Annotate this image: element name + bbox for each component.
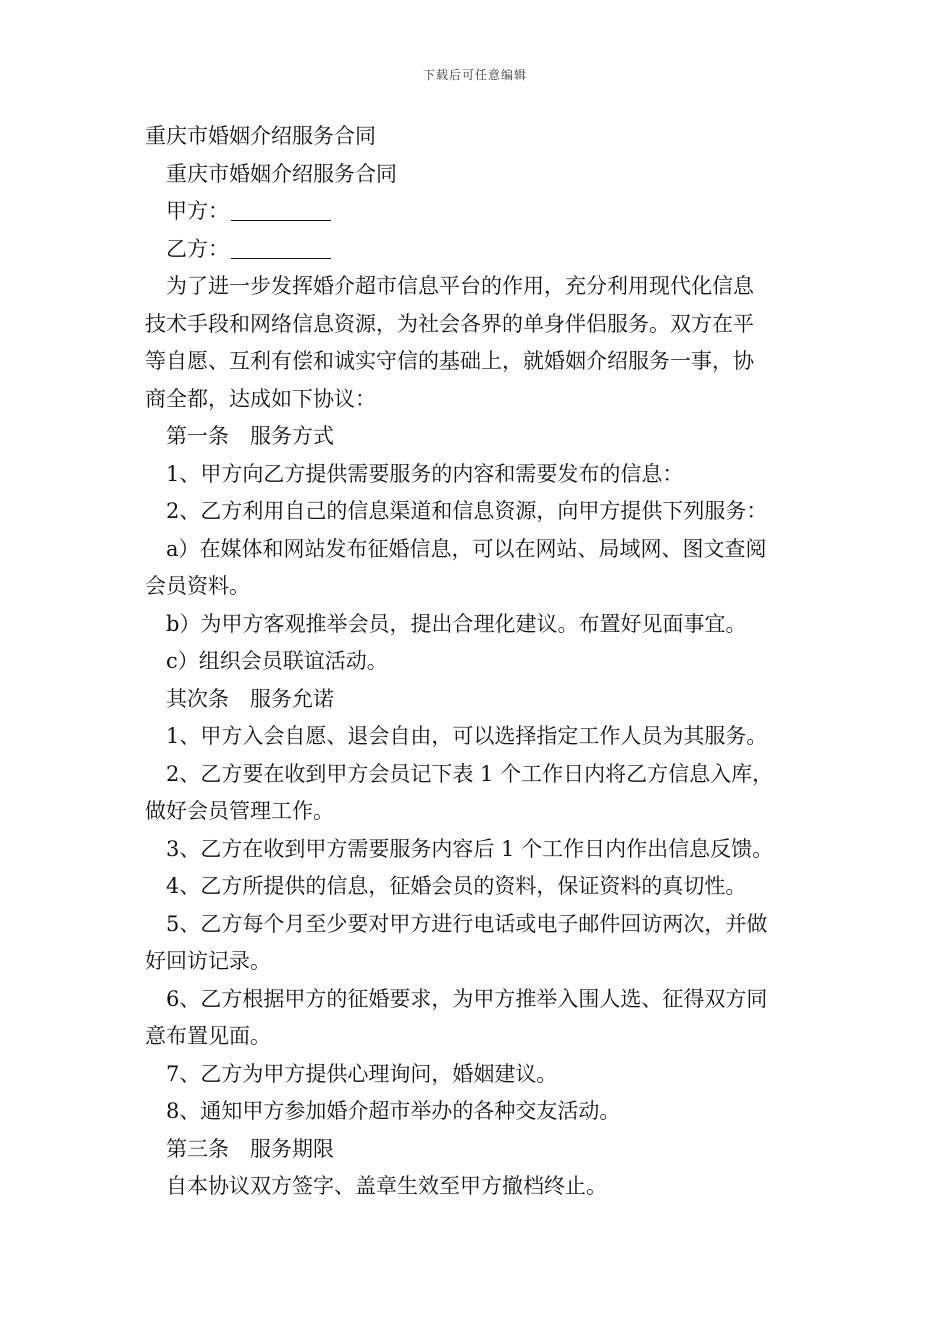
article-1-sub-a-cont: 会员资料。 — [145, 574, 250, 598]
article-1-item: 1、甲方向乙方提供需要服务的内容和需要发布的信息： — [166, 461, 684, 486]
intro-line: 等自愿、互利有偿和诚实守信的基础上，就婚姻介绍服务一事，协 — [145, 349, 754, 373]
article-3-number: 第三条 — [166, 1136, 229, 1161]
article-1-sub-a: a）在媒体和网站发布征婚信息，可以在网站、局域网、图文查阅 — [166, 536, 767, 561]
article-2-item-cont: 意布置见面。 — [145, 1024, 271, 1048]
article-1-item: 2、乙方利用自己的信息渠道和信息资源，向甲方提供下列服务： — [166, 499, 768, 523]
article-2-item-cont: 做好会员管理工作。 — [145, 799, 334, 823]
article-2-item-cont: 好回访记录。 — [145, 949, 271, 973]
doc-subtitle: 重庆市婚姻介绍服务合同 — [166, 161, 397, 186]
article-1-heading — [145, 418, 810, 456]
article-1-number: 第一条 — [166, 424, 229, 448]
article-2-item: 2、乙方要在收到甲方会员记下表 1 个工作日内将乙方信息入库， — [166, 761, 774, 786]
intro-line: 商全都，达成如下协议： — [145, 386, 376, 411]
article-2-number: 其次条 — [166, 686, 229, 711]
party-b-line — [145, 231, 810, 269]
document-body — [145, 118, 810, 1206]
article-2-item: 7、乙方为甲方提供心理询问，婚姻建议。 — [166, 1061, 558, 1086]
article-1-title: 服务方式 — [250, 424, 334, 448]
party-b-label: 乙方： — [166, 236, 229, 261]
header-note: 下载后可任意编辑 — [422, 68, 527, 82]
article-2-item: 8、通知甲方参加婚介超市举办的各种交友活动。 — [166, 1099, 621, 1123]
article-2-heading — [145, 681, 810, 719]
intro-line: 为了进一步发挥婚介超市信息平台的作用，充分利用现代化信息 — [166, 274, 754, 298]
party-a-line — [145, 193, 810, 231]
article-2-title: 服务允诺 — [250, 686, 334, 711]
article-3-title: 服务期限 — [250, 1136, 334, 1161]
article-2-item: 5、乙方每个月至少要对甲方进行电话或电子邮件回访两次，并做 — [166, 911, 768, 936]
intro-line: 技术手段和网络信息资源，为社会各界的单身伴侣服务。双方在平 — [145, 311, 754, 336]
article-1-sub-c: c）组织会员联谊活动。 — [166, 649, 388, 673]
article-2-item: 4、乙方所提供的信息，征婚会员的资料，保证资料的真切性。 — [166, 874, 747, 898]
article-1-sub-b: b）为甲方客观推举会员，提出合理化建议。布置好见面事宜。 — [166, 611, 747, 636]
party-a-label: 甲方： — [166, 199, 229, 223]
article-3-body: 自本协议双方签字、盖章生效至甲方撤档终止。 — [166, 1174, 607, 1198]
doc-title: 重庆市婚姻介绍服务合同 — [145, 124, 376, 148]
party-a-blank — [231, 198, 331, 221]
article-2-item: 3、乙方在收到甲方需要服务内容后 1 个工作日内作出信息反馈。 — [166, 836, 774, 861]
article-2-item: 1、甲方入会自愿、退会自由，可以选择指定工作人员为其服务。 — [166, 724, 768, 748]
article-2-item: 6、乙方根据甲方的征婚要求，为甲方推举入围人选、征得双方同 — [166, 986, 768, 1011]
party-b-blank — [231, 236, 331, 259]
article-3-heading — [145, 1131, 810, 1169]
